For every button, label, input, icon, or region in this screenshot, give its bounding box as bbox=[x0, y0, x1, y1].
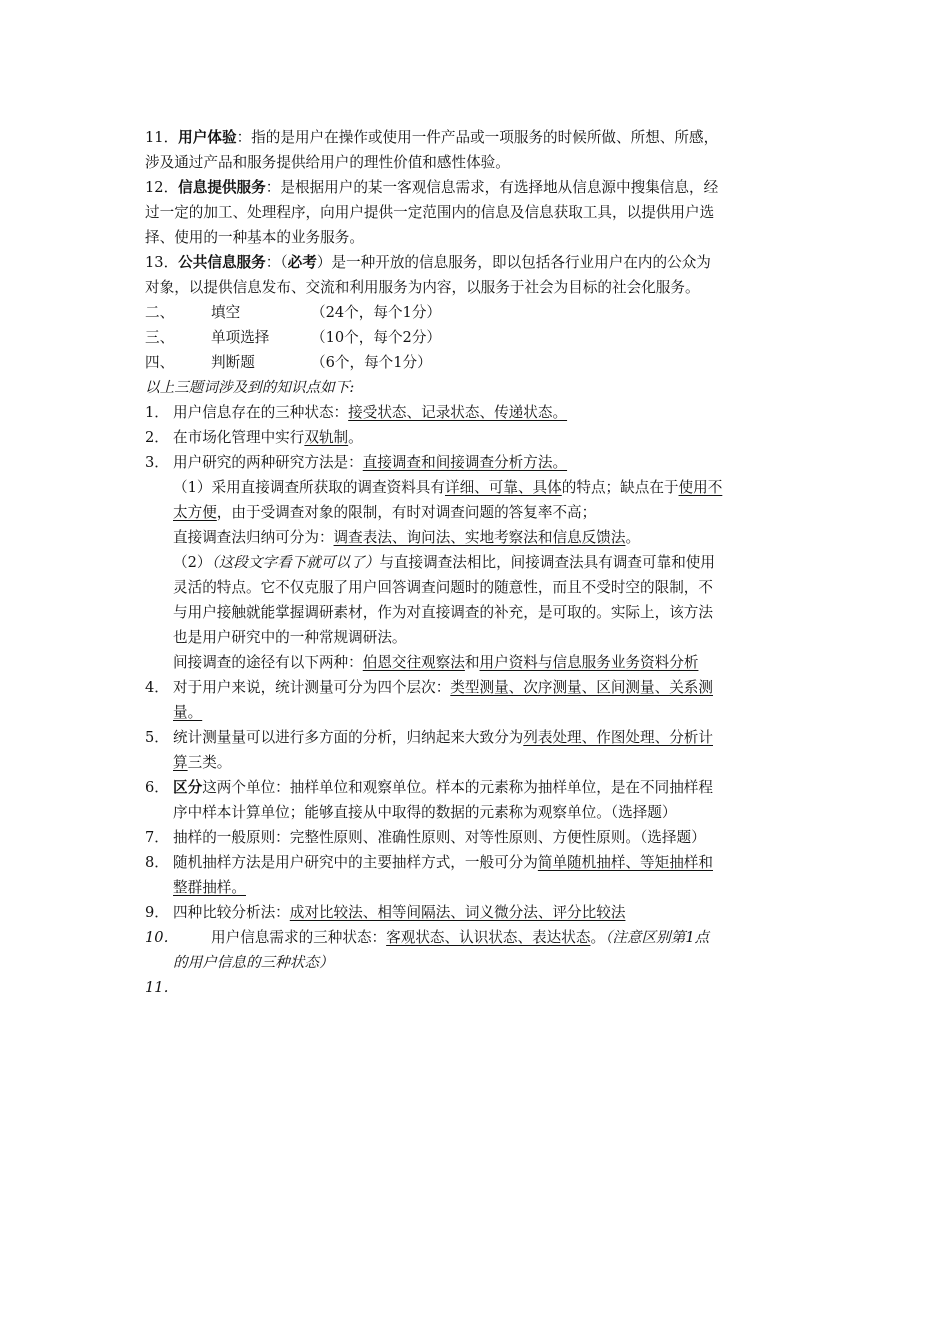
item-number: 8． bbox=[145, 854, 169, 871]
section-info: （10个，每个2分） bbox=[311, 329, 442, 346]
underlined-answer: 整群抽样。 bbox=[173, 879, 246, 896]
sub-paragraph: 也是用户研究中的一种常规调研法。 bbox=[173, 629, 407, 646]
item-text: 直接调查法归纳可分为： bbox=[173, 529, 334, 546]
underlined-answer: 详细、可靠、具体 bbox=[444, 479, 562, 496]
definition-text: 是根据用户的某一客观信息需求，有选择地从信息源中搜集信息，经 bbox=[280, 179, 719, 196]
item-text: 的特点；缺点在于 bbox=[561, 479, 679, 496]
list-item bbox=[145, 425, 810, 450]
definition-continuation: 涉及通过产品和服务提供给用户的理性价值和感性体验。 bbox=[145, 154, 510, 171]
section-info: （6个，每个1分） bbox=[311, 354, 432, 371]
list-item bbox=[145, 975, 810, 1000]
italic-note: （注意区别第1点 bbox=[605, 929, 710, 946]
item-number: 11． bbox=[145, 129, 179, 146]
item-number: 12． bbox=[145, 179, 179, 196]
item-number: 7． bbox=[145, 829, 169, 846]
item-text: 三类。 bbox=[187, 754, 232, 771]
item-text: 与直接调查法相比，间接调查法具有调查可靠和使用 bbox=[379, 554, 715, 571]
item-number: 11． bbox=[145, 979, 179, 996]
section-fill-blank bbox=[145, 300, 810, 325]
list-item bbox=[145, 450, 810, 475]
section-number: 四、 bbox=[145, 354, 175, 371]
definition-text: 指的是用户在操作或使用一件产品或一项服务的时候所做、所想、所感， bbox=[251, 129, 719, 146]
item-text: 用户信息存在的三种状态： bbox=[173, 404, 349, 421]
separator: ：（ bbox=[265, 254, 288, 271]
must-test-mark: 必考 bbox=[287, 254, 317, 271]
definition-continuation: 择、使用的一种基本的业务服务。 bbox=[145, 229, 364, 246]
definition-public-info-service bbox=[145, 250, 810, 275]
underlined-answer: 客观状态、认识状态、表达状态 bbox=[386, 929, 591, 946]
section-true-false bbox=[145, 350, 810, 375]
underlined-answer: 成对比较法、相等间隔法、词义微分法、评分比较法 bbox=[289, 904, 626, 921]
list-item-continuation: 序中样本计算单位；能够直接从中取得的数据的元素称为观察单位。（选择题） bbox=[173, 804, 677, 821]
sub-paragraph: 灵活的特点。它不仅克服了用户回答调查问题时的随意性，而且不受时空的限制，不 bbox=[173, 579, 713, 596]
underlined-answer: 类型测量、次序测量、区间测量、关系测 bbox=[450, 679, 713, 696]
bold-keyword: 区分 bbox=[173, 779, 203, 796]
item-text: 在市场化管理中实行 bbox=[173, 429, 305, 446]
list-item bbox=[145, 400, 810, 425]
item-text: 用户研究的两种研究方法是： bbox=[173, 454, 363, 471]
item-number: 5． bbox=[145, 729, 169, 746]
sub-paragraph bbox=[145, 475, 810, 500]
term: 信息提供服务 bbox=[178, 179, 266, 196]
item-number: 13． bbox=[145, 254, 179, 271]
underlined-answer: 伯恩交往观察法 bbox=[362, 654, 465, 671]
document-content bbox=[145, 125, 810, 1000]
list-item bbox=[145, 850, 810, 875]
section-number: 三、 bbox=[145, 329, 175, 346]
section-info: （24个，每个1分） bbox=[311, 304, 442, 321]
section-name: 判断题 bbox=[211, 354, 255, 371]
list-item bbox=[145, 675, 810, 700]
item-text: （2） bbox=[173, 554, 212, 571]
item-text: 和 bbox=[464, 654, 480, 671]
list-item bbox=[145, 925, 810, 950]
item-number: 10． bbox=[145, 929, 179, 946]
underlined-answer: 调查表法、询问法、实地考察法和信息反馈法 bbox=[333, 529, 626, 546]
item-text: 用户信息需求的三种状态： bbox=[211, 929, 387, 946]
underlined-answer: 接受状态、记录状态、传递状态。 bbox=[348, 404, 568, 421]
section-number: 二、 bbox=[145, 304, 175, 321]
sub-paragraph bbox=[145, 525, 810, 550]
underlined-answer: 直接调查和间接调查分析方法。 bbox=[362, 454, 568, 471]
section-name: 填空 bbox=[211, 304, 241, 321]
list-item-continuation bbox=[145, 700, 810, 725]
separator: ： bbox=[236, 129, 252, 146]
underlined-answer: 算 bbox=[173, 754, 188, 771]
list-item bbox=[145, 725, 810, 750]
item-number: 1． bbox=[145, 404, 169, 421]
item-number: 4． bbox=[145, 679, 169, 696]
section-single-choice bbox=[145, 325, 810, 350]
list-item-continuation: 的用户信息的三种状态） bbox=[173, 954, 334, 971]
item-text: 对于用户来说，统计测量可分为四个层次： bbox=[173, 679, 451, 696]
underlined-answer: 太方便 bbox=[173, 504, 217, 521]
definition-user-experience bbox=[145, 125, 810, 150]
item-text: 这两个单位：抽样单位和观察单位。样本的元素称为抽样单位，是在不同抽样程 bbox=[202, 779, 713, 796]
definition-info-provision-service bbox=[145, 175, 810, 200]
italic-note: （这段文字看下就可以了） bbox=[211, 554, 380, 571]
definition-continuation: 过一定的加工、处理程序，向用户提供一定范围内的信息及信息获取工具，以提供用户选 bbox=[145, 204, 715, 221]
sub-paragraph bbox=[145, 650, 810, 675]
sub-paragraph bbox=[145, 550, 810, 575]
underlined-answer: 使用不 bbox=[678, 479, 723, 496]
item-number: 6． bbox=[145, 779, 169, 796]
separator: ： bbox=[265, 179, 281, 196]
item-number: 9． bbox=[145, 904, 169, 921]
sub-paragraph: 与用户接触就能掌握调研素材，作为对直接调查的补充，是可取的。实际上，该方法 bbox=[173, 604, 713, 621]
item-text: 间接调查的途径有以下两种： bbox=[173, 654, 363, 671]
underlined-answer: 用户资料与信息服务业务资料分析 bbox=[479, 654, 699, 671]
item-text: 统计测量量可以进行多方面的分析，归纳起来大致分为 bbox=[173, 729, 524, 746]
term: 用户体验 bbox=[178, 129, 237, 146]
list-item bbox=[145, 775, 810, 800]
item-text: 。 bbox=[625, 529, 641, 546]
item-number: 2． bbox=[145, 429, 169, 446]
sub-paragraph bbox=[145, 500, 810, 525]
item-text: ，由于受调查对象的限制，有时对调查问题的答复率不高； bbox=[216, 504, 597, 521]
underlined-answer: 列表处理、作图处理、分析计 bbox=[523, 729, 713, 746]
underlined-answer: 双轨制 bbox=[304, 429, 349, 446]
term: 公共信息服务 bbox=[178, 254, 266, 271]
section-name: 单项选择 bbox=[211, 329, 270, 346]
underlined-answer: 量。 bbox=[173, 704, 203, 721]
item-text: 。 bbox=[590, 929, 606, 946]
item-text: 。 bbox=[348, 429, 363, 446]
list-item bbox=[145, 900, 810, 925]
item-text: 抽样的一般原则：完整性原则、准确性原则、对等性原则、方便性原则。（选择题） bbox=[173, 829, 706, 846]
knowledge-intro: 以上三题词涉及到的知识点如下: bbox=[145, 379, 355, 396]
underlined-answer: 简单随机抽样、等矩抽样和 bbox=[537, 854, 713, 871]
item-number: 3． bbox=[145, 454, 169, 471]
list-item-continuation bbox=[145, 875, 810, 900]
item-text: 四种比较分析法： bbox=[173, 904, 290, 921]
definition-text: ）是一种开放的信息服务，即以包括各行业用户在内的公众为 bbox=[316, 254, 711, 271]
list-item-continuation bbox=[145, 750, 810, 775]
definition-continuation: 对象，以提供信息发布、交流和利用服务为内容，以服务于社会为目标的社会化服务。 bbox=[145, 279, 700, 296]
list-item bbox=[145, 825, 810, 850]
item-text: 随机抽样方法是用户研究中的主要抽样方式，一般可分为 bbox=[173, 854, 538, 871]
item-text: （1）采用直接调查所获取的调查资料具有 bbox=[173, 479, 445, 496]
